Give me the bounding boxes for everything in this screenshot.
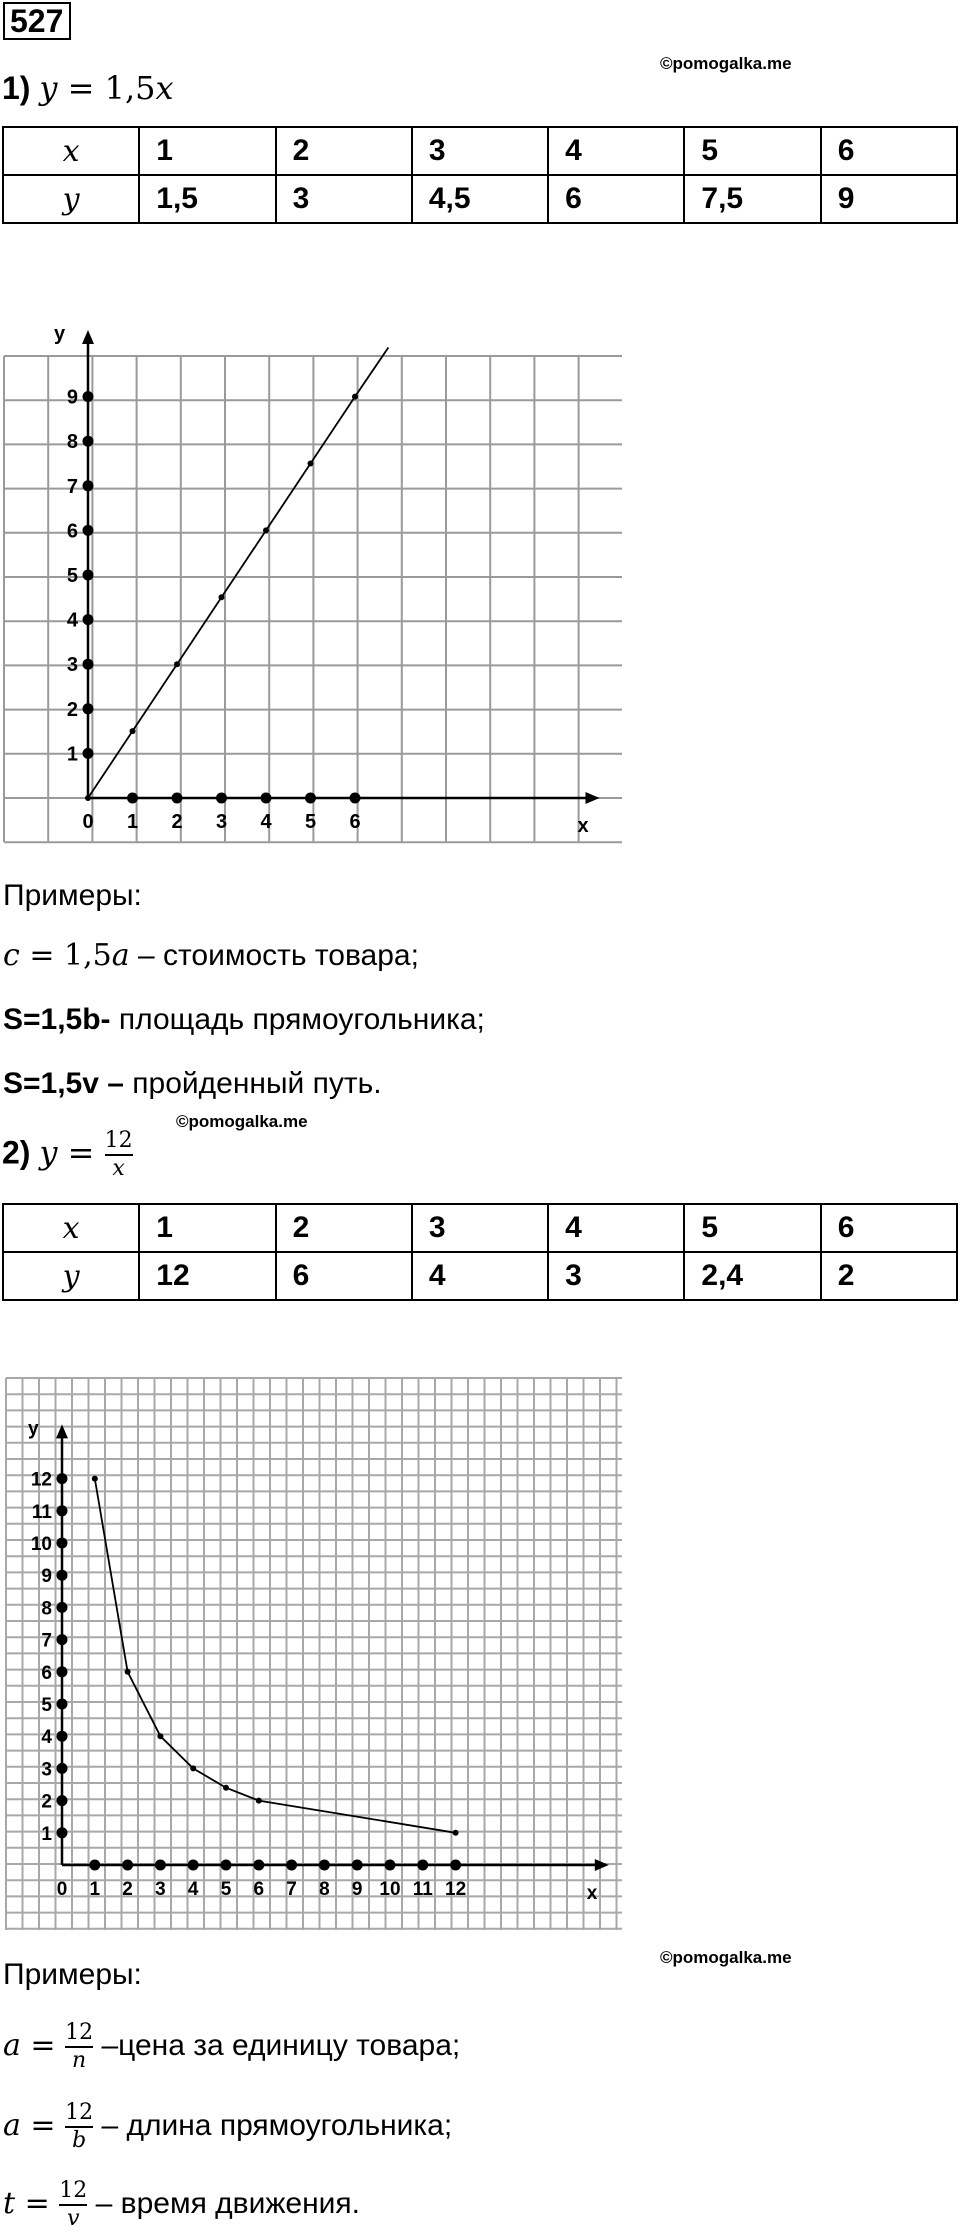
part1-value-table	[2, 126, 958, 224]
example-cost: c = 1,5a – стоимость товара;	[3, 938, 419, 973]
x-tick-dot	[417, 1860, 428, 1871]
table-cell: 5	[684, 127, 820, 175]
table-cell: 4	[548, 127, 684, 175]
x-tick-label: 8	[319, 1879, 330, 1900]
y-tick-dot	[57, 1827, 68, 1838]
part2-heading	[2, 1128, 133, 1182]
data-point	[125, 1669, 131, 1675]
table-row	[3, 127, 957, 175]
y-tick-dot	[83, 703, 94, 714]
table-row	[3, 175, 957, 223]
y-axis-label: y	[54, 323, 66, 345]
x-tick-label: 6	[349, 811, 361, 833]
y-tick-dot	[83, 525, 94, 536]
y-tick-label: 1	[41, 1823, 52, 1845]
part2-formula: y =	[39, 1133, 105, 1172]
data-point	[130, 728, 136, 734]
y-tick-label: 7	[41, 1630, 52, 1652]
y-tick-dot	[83, 570, 94, 581]
table-cell: 3	[412, 1204, 548, 1252]
x-tick-label: 11	[412, 1879, 433, 1900]
y-axis-label: y	[28, 1418, 39, 1440]
x-tick-dot	[350, 793, 361, 804]
table-cell: 3	[412, 127, 548, 175]
y-tick-dot	[57, 1795, 68, 1806]
y-tick-dot	[83, 391, 94, 402]
x-tick-label: 2	[171, 811, 183, 833]
part2-label: 2)	[2, 1134, 31, 1171]
x-tick-label: 0	[56, 1879, 68, 1900]
x-tick-label: 0	[82, 811, 94, 833]
table-cell: 3	[548, 1252, 684, 1300]
data-point	[256, 1798, 262, 1804]
data-point	[174, 661, 180, 667]
table-cell: 2,4	[684, 1252, 820, 1300]
x-tick-dot	[286, 1860, 297, 1871]
x-axis-label: x	[586, 1883, 598, 1904]
table-row	[3, 1252, 957, 1300]
data-point	[157, 1733, 163, 1739]
y-tick-dot	[83, 614, 94, 625]
data-point	[85, 795, 91, 801]
x-tick-label: 5	[304, 811, 317, 833]
x-axis-arrow	[595, 1859, 609, 1871]
example-distance: S=1,5v – пройденный путь.	[3, 1067, 382, 1100]
table-cell: 5	[684, 1204, 820, 1252]
y-tick-dot	[83, 659, 94, 670]
table-cell: 9	[821, 175, 957, 223]
y-tick-dot	[57, 1666, 68, 1677]
data-point	[263, 527, 269, 533]
y-tick-dot	[57, 1538, 68, 1549]
x-tick-label: 12	[445, 1879, 467, 1900]
y-tick-dot	[83, 748, 94, 759]
y-tick-label: 9	[66, 386, 78, 409]
x-tick-dot	[172, 793, 183, 804]
y-tick-label: 8	[41, 1598, 52, 1620]
part1-formula: y = 1,5x	[39, 69, 174, 107]
example-area: S=1,5b- площадь прямоугольника;	[3, 1003, 485, 1036]
x-axis-arrow	[586, 792, 600, 804]
table-cell: 4	[548, 1204, 684, 1252]
table-cell: 6	[276, 1252, 412, 1300]
table-cell: 12	[139, 1252, 275, 1300]
table-cell-y-label: y	[3, 175, 139, 223]
watermark: ©pomogalka.me	[660, 1948, 792, 1967]
x-tick-dot	[319, 1860, 330, 1871]
x-tick-label: 3	[155, 1879, 166, 1900]
x-tick-dot	[221, 1860, 232, 1871]
table-cell: 1	[139, 1204, 275, 1252]
table-cell: 4	[412, 1252, 548, 1300]
x-tick-label: 10	[379, 1879, 401, 1900]
y-tick-label: 10	[30, 1534, 52, 1555]
part1-heading	[2, 68, 174, 108]
y-tick-label: 6	[66, 520, 78, 543]
example-rect-length: a = $\frac{12}{b}$ – длина прямоугольника;	[3, 2100, 453, 2153]
x-tick-label: 7	[286, 1879, 297, 1900]
series-line-extension	[355, 348, 388, 397]
data-point	[219, 594, 225, 600]
y-tick-label: 8	[66, 431, 78, 454]
x-tick-dot	[305, 793, 316, 804]
x-tick-label: 9	[351, 1879, 363, 1900]
x-tick-dot	[261, 793, 272, 804]
y-tick-label: 2	[66, 698, 78, 721]
y-tick-label: 9	[41, 1566, 52, 1588]
y-tick-label: 1	[66, 743, 78, 766]
y-tick-dot	[83, 436, 94, 447]
part2-fraction: $\frac{12}{x}$	[104, 1128, 133, 1181]
table-cell: 2	[276, 127, 412, 175]
table-cell: 1,5	[139, 175, 275, 223]
y-axis-arrow	[82, 330, 94, 344]
y-tick-label: 5	[66, 565, 78, 587]
table-cell: 7,5	[684, 175, 820, 223]
x-tick-dot	[450, 1860, 461, 1871]
x-tick-dot	[89, 1860, 100, 1871]
table-cell-x-label: x	[3, 1204, 139, 1252]
data-point	[223, 1785, 229, 1791]
y-tick-label: 7	[66, 475, 78, 498]
example-travel-time: t = $\frac{12}{v}$ – время движения.	[3, 2178, 361, 2231]
watermark: ©pomogalka.me	[176, 1112, 308, 1131]
x-tick-dot	[385, 1860, 396, 1871]
table-cell: 4,5	[412, 175, 548, 223]
y-tick-dot	[57, 1473, 68, 1484]
task-number: 527	[3, 2, 71, 40]
data-point	[453, 1830, 459, 1836]
y-tick-dot	[57, 1602, 68, 1613]
x-tick-label: 4	[187, 1879, 199, 1900]
watermark: ©pomogalka.me	[660, 54, 792, 73]
table-cell: 3	[276, 175, 412, 223]
x-tick-label: 4	[260, 811, 272, 833]
y-tick-label: 2	[41, 1791, 52, 1813]
x-axis-label: x	[577, 815, 589, 837]
x-tick-label: 1	[126, 811, 139, 833]
y-tick-dot	[83, 480, 94, 491]
y-tick-dot	[57, 1634, 68, 1645]
table-cell: 2	[821, 1252, 957, 1300]
table-cell: 1	[139, 127, 275, 175]
chart-linear	[0, 323, 630, 850]
x-tick-dot	[127, 793, 138, 804]
table-cell: 6	[548, 175, 684, 223]
x-tick-label: 6	[253, 1879, 265, 1900]
table-row	[3, 1204, 957, 1252]
y-tick-label: 4	[41, 1727, 52, 1749]
table-cell: 2	[276, 1204, 412, 1252]
x-tick-dot	[188, 1860, 199, 1871]
y-tick-label: 4	[66, 609, 78, 632]
y-tick-label: 12	[30, 1469, 52, 1491]
y-tick-dot	[57, 1731, 68, 1742]
examples-title: Примеры:	[3, 1958, 142, 1991]
table-cell: 6	[821, 127, 957, 175]
y-tick-label: 3	[66, 654, 78, 677]
x-tick-dot	[352, 1860, 363, 1871]
data-point	[92, 1476, 98, 1482]
chart-hyperbola	[0, 1372, 630, 1937]
x-tick-dot	[253, 1860, 264, 1871]
x-tick-dot	[122, 1860, 133, 1871]
data-point	[190, 1765, 196, 1771]
y-tick-dot	[57, 1699, 68, 1710]
table-cell: 6	[821, 1204, 957, 1252]
y-tick-label: 6	[41, 1662, 52, 1684]
examples-title: Примеры:	[3, 879, 142, 912]
x-tick-label: 3	[215, 811, 228, 833]
part1-label: 1)	[2, 70, 31, 106]
x-tick-dot	[216, 793, 227, 804]
y-tick-dot	[57, 1505, 68, 1516]
x-tick-label: 5	[220, 1879, 232, 1900]
example-unit-price: a = $\frac{12}{n}$ –цена за единицу товара;	[3, 2020, 461, 2073]
y-tick-dot	[57, 1763, 68, 1774]
table-cell-y-label: y	[3, 1252, 139, 1300]
y-tick-label: 5	[41, 1695, 52, 1716]
data-point	[308, 461, 314, 467]
part2-value-table	[2, 1203, 958, 1301]
x-tick-dot	[155, 1860, 166, 1871]
x-tick-label: 2	[122, 1879, 133, 1900]
y-tick-label: 3	[41, 1759, 52, 1781]
y-tick-label: 11	[31, 1501, 52, 1523]
y-tick-dot	[57, 1570, 68, 1581]
x-tick-label: 1	[89, 1879, 101, 1900]
table-cell-x-label: x	[3, 127, 139, 175]
